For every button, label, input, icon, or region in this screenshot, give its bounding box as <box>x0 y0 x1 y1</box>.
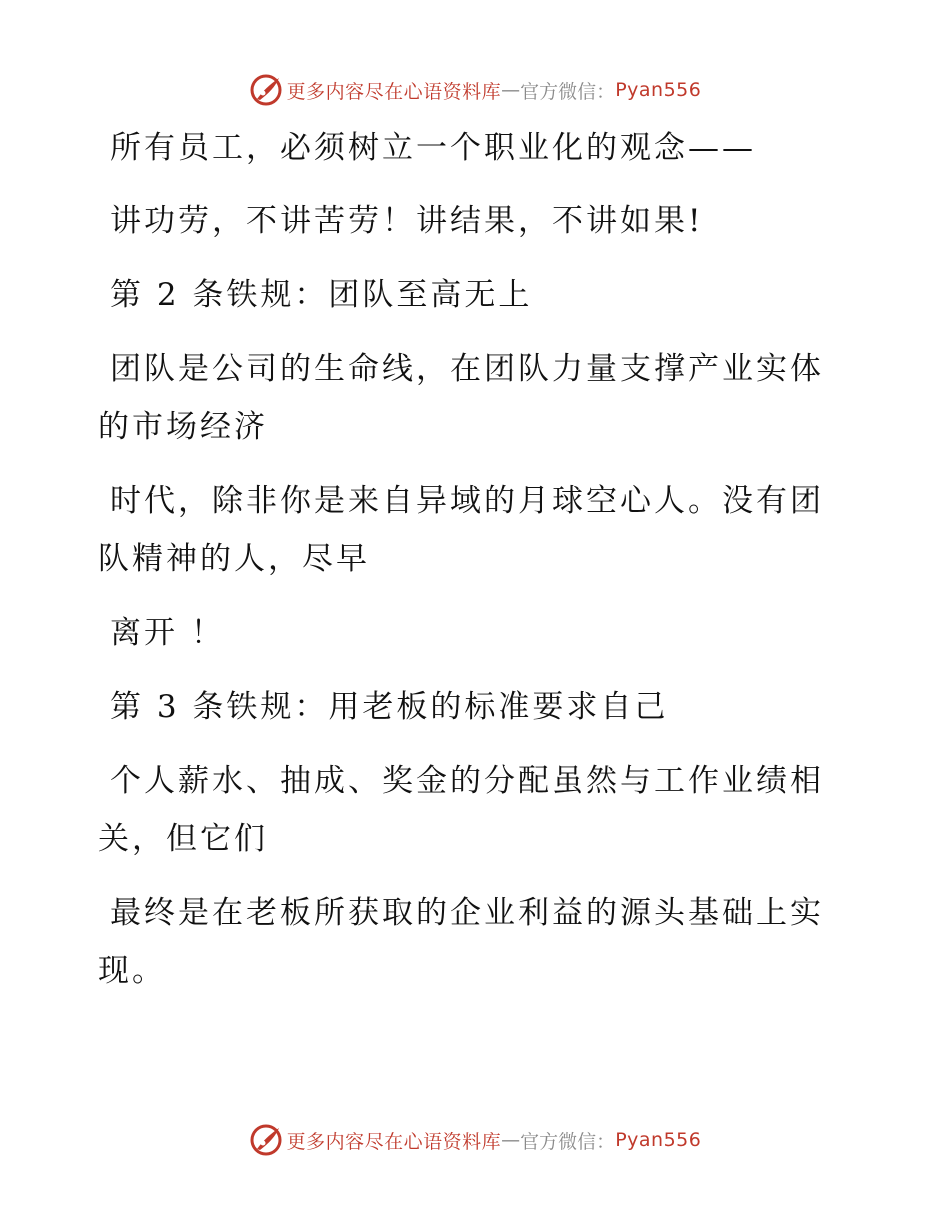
wechat-label: 官方微信： <box>520 80 616 103</box>
document-body <box>98 120 838 1000</box>
section-heading: 第 3 条铁规：用老板的标准要求自己 <box>110 689 669 725</box>
paragraph: 团队是公司的生命线，在团队力量支撑产业实体的市场经济 <box>98 351 824 445</box>
banner-separator: — <box>501 1129 521 1151</box>
quill-pen-logo-icon <box>249 1123 283 1157</box>
paragraph: 离开 ！ <box>110 615 225 651</box>
promo-text: 更多内容尽在心语资料库 <box>286 1130 502 1153</box>
paragraph: 讲功劳，不讲苦劳！讲结果，不讲如果! <box>110 203 704 239</box>
footer-banner <box>0 1120 950 1160</box>
paragraph: 最终是在老板所获取的企业利益的源头基础上实现。 <box>98 895 824 989</box>
wechat-label: 官方微信： <box>520 1130 616 1153</box>
banner-separator: — <box>501 79 521 101</box>
wechat-id: Pyan556 <box>615 1129 702 1151</box>
header-banner <box>0 70 950 110</box>
paragraph: 个人薪水、抽成、奖金的分配虽然与工作业绩相关，但它们 <box>98 763 824 857</box>
quill-pen-logo-icon <box>249 73 283 107</box>
paragraph: 所有员工，必须树立一个职业化的观念—— <box>110 130 756 166</box>
paragraph: 时代，除非你是来自异域的月球空心人。没有团队精神的人，尽早 <box>98 483 824 577</box>
wechat-id: Pyan556 <box>615 79 702 101</box>
promo-text: 更多内容尽在心语资料库 <box>286 80 502 103</box>
section-heading: 第 2 条铁规：团队至高无上 <box>110 277 533 313</box>
